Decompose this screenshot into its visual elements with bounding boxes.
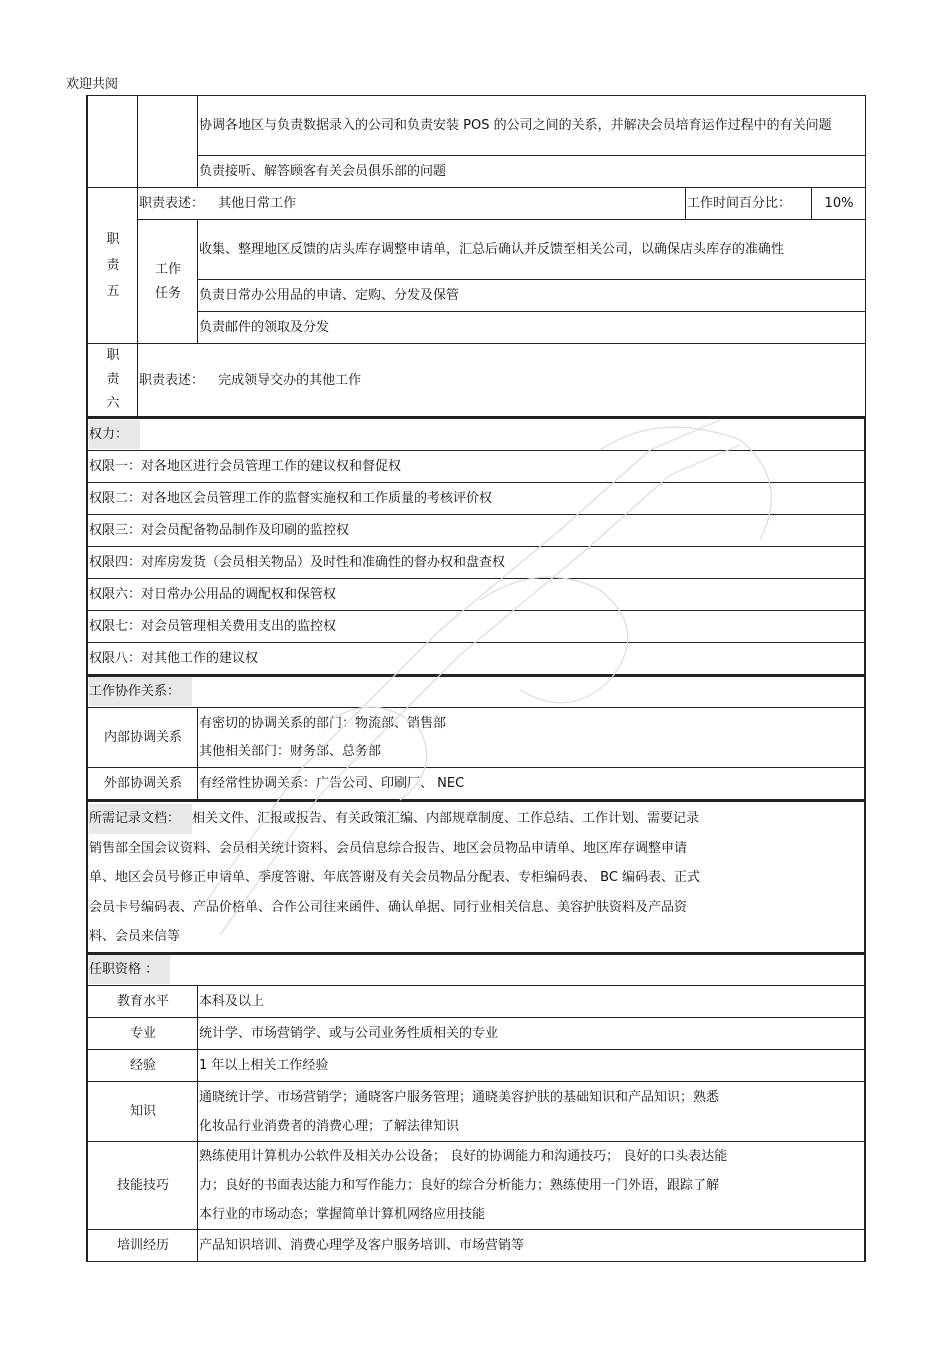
qualifications-title: 任职资格 ： bbox=[89, 955, 170, 984]
duty5-task-2: 负责日常办公用品的申请、定购、分发及保管 bbox=[198, 280, 866, 312]
qualification-value bbox=[198, 1082, 865, 1142]
qualification-line: 本行业的市场动态；掌握简单计算机网络应用技能 bbox=[199, 1207, 486, 1222]
duty5-task-1: 收集、整理地区反馈的店头库存调整申请单，汇总后确认并反馈至相关公司，以确保店头库存的准确性 bbox=[198, 220, 866, 280]
authority-item bbox=[88, 514, 865, 546]
duty4-task-2: 负责接听、解答顾客有关会员俱乐部的问题 bbox=[198, 156, 866, 188]
qualifications-title-cell bbox=[88, 954, 865, 986]
authority-item-text: 对各地区进行会员管理工作的建议权和督促权 bbox=[141, 458, 402, 474]
authority-item-label: 权限一： bbox=[89, 458, 142, 474]
qualification-label: 专业 bbox=[88, 1018, 198, 1050]
qualification-label: 教育水平 bbox=[88, 986, 198, 1018]
duty6-title-text: 职责六 bbox=[106, 348, 120, 411]
authority-item-text: 对各地区会员管理工作的监督实施权和工作质量的考核评价权 bbox=[141, 490, 493, 506]
duty5-task-label bbox=[138, 220, 198, 344]
records-line: 单、地区会员号修正申请单、季度答谢、年底答谢及有关会员物品分配表、专柜编码表、 BC 编码表、正式 bbox=[89, 870, 701, 885]
authority-item-label: 权限八： bbox=[89, 650, 142, 666]
duty5-task-3: 负责邮件的领取及分发 bbox=[198, 312, 866, 344]
authority-item-text: 对会员配备物品制作及印刷的监控权 bbox=[141, 522, 350, 538]
relations-title: 工作协作关系： bbox=[89, 677, 192, 706]
duty5-time-label: 工作时间百分比： bbox=[686, 188, 812, 220]
authority-item-label: 权限四： bbox=[89, 554, 142, 570]
qualification-value bbox=[198, 1142, 865, 1230]
authority-item bbox=[88, 578, 865, 610]
authority-title: 权力： bbox=[89, 420, 140, 449]
records-line: 料、会员来信等 bbox=[89, 929, 181, 944]
authority-item-text: 对会员管理相关费用支出的监控权 bbox=[141, 618, 337, 634]
qualifications-table bbox=[87, 953, 865, 1263]
internal-relations-line: 有密切的协调关系的部门：物流部、销售部 bbox=[199, 715, 447, 731]
duty5-time-value: 10% bbox=[812, 188, 866, 220]
duty5-desc-label: 职责表述： bbox=[139, 196, 205, 211]
qualification-line: 力；良好的书面表达能力和写作能力；良好的综合分析能力；熟练使用一门外语，跟踪了解 bbox=[199, 1178, 720, 1193]
qualification-value: 产品知识培训、消费心理学及客户服务培训、市场营销等 bbox=[198, 1230, 865, 1262]
duty5-title bbox=[88, 188, 138, 344]
authority-item-text: 对日常办公用品的调配权和保管权 bbox=[141, 586, 337, 602]
records-title: 所需记录文档： bbox=[89, 804, 192, 834]
duty6-title bbox=[88, 344, 138, 417]
qualification-value: 本科及以上 bbox=[198, 986, 865, 1018]
duty5-desc-cell bbox=[138, 188, 686, 220]
authority-title-cell bbox=[88, 418, 865, 450]
duty4-title-cell bbox=[88, 96, 138, 188]
external-relations-text: 有经常性协调关系：广告公司、印刷厂、 NEC bbox=[198, 768, 865, 800]
authority-item-label: 权限二： bbox=[89, 490, 142, 506]
qualification-label: 经验 bbox=[88, 1050, 198, 1082]
duty6-desc: 完成领导交办的其他工作 bbox=[218, 372, 362, 388]
page-header: 欢迎共阅 bbox=[66, 77, 119, 92]
qualification-label: 技能技巧 bbox=[88, 1142, 198, 1230]
duty6-desc-label: 职责表述： bbox=[139, 372, 205, 388]
authority-item bbox=[88, 610, 865, 642]
duty5-task-label-text: 工作任务 bbox=[154, 261, 181, 301]
authority-table bbox=[87, 417, 865, 675]
qualification-line: 化妆品行业消费者的消费心理；了解法律知识 bbox=[199, 1118, 460, 1134]
qualification-line: 熟练使用计算机办公软件及相关办公设备； 良好的协调能力和沟通技巧； 良好的口头表达能 bbox=[199, 1149, 728, 1164]
duties-table bbox=[87, 95, 866, 417]
records-cell bbox=[88, 801, 865, 952]
external-relations-label: 外部协调关系 bbox=[88, 768, 198, 800]
qualification-value: 1 年以上相关工作经验 bbox=[198, 1050, 865, 1082]
records-line: 会员卡号编码表、产品价格单、合作公司往来函件、确认单据、同行业相关信息、美容护肤资料及产品资 bbox=[89, 899, 688, 915]
authority-item-label: 权限三： bbox=[89, 522, 142, 538]
internal-relations-label: 内部协调关系 bbox=[88, 708, 198, 768]
duty6-desc-cell bbox=[138, 344, 866, 417]
duty5-desc: 其他日常工作 bbox=[218, 196, 297, 211]
qualification-label: 知识 bbox=[88, 1082, 198, 1142]
authority-item-text: 对库房发货（会员相关物品）及时性和准确性的督办权和盘查权 bbox=[141, 554, 506, 570]
authority-item-text: 对其他工作的建议权 bbox=[141, 650, 259, 666]
qualification-label: 培训经历 bbox=[88, 1230, 198, 1262]
authority-item-label: 权限七： bbox=[89, 618, 142, 634]
duty4-task-1: 协调各地区与负责数据录入的公司和负责安装 POS 的公司之间的关系，并解决会员培育运作过程中的有关问题 bbox=[198, 96, 866, 156]
relations-title-cell bbox=[88, 676, 865, 708]
internal-relations-line: 其他相关部门：财务部、总务部 bbox=[199, 743, 382, 759]
job-description-document bbox=[86, 95, 866, 1262]
authority-item bbox=[88, 450, 865, 482]
relations-table bbox=[87, 675, 865, 801]
duty4-task-label-cell bbox=[138, 96, 198, 188]
qualification-value: 统计学、市场营销学、或与公司业务性质相关的专业 bbox=[198, 1018, 865, 1050]
duty5-title-text: 职责五 bbox=[106, 231, 120, 299]
authority-item bbox=[88, 546, 865, 578]
internal-relations-cell bbox=[198, 708, 865, 768]
records-line: 销售部全国会议资料、会员相关统计资料、会员信息综合报告、地区会员物品申请单、地区库存调整申请 bbox=[89, 840, 688, 856]
authority-item bbox=[88, 482, 865, 514]
authority-item bbox=[88, 642, 865, 674]
records-table bbox=[87, 800, 865, 953]
authority-item-label: 权限六： bbox=[89, 586, 142, 602]
records-line: 相关文件、汇报或报告、有关政策汇编、内部规章制度、工作总结、工作计划、需要记录 bbox=[192, 811, 700, 826]
qualification-line: 通晓统计学、市场营销学；通晓客户服务管理；通晓美容护肤的基础知识和产品知识；熟悉 bbox=[199, 1089, 720, 1105]
